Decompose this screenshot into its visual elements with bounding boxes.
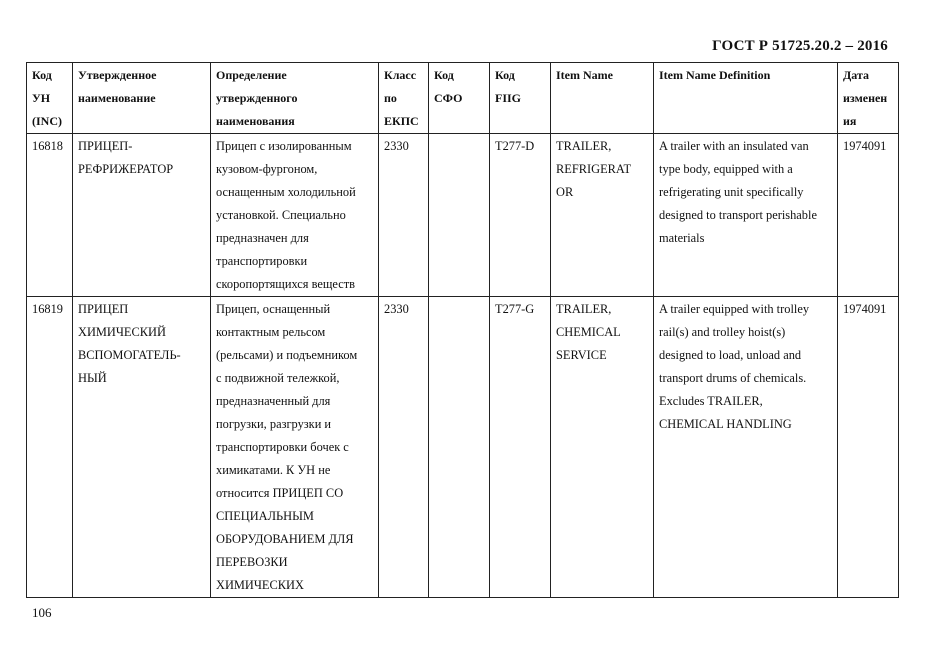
cell-item-name-definition: A trailer with an insulated van type body, equipped with a refrigerating unit specifically designed to transport perishable materials: [654, 134, 838, 297]
cell-item-name: TRAILER, REFRIGERAT OR: [551, 134, 654, 297]
col-header-item-name-definition: Item Name Definition: [654, 63, 838, 134]
col-header-definition: Определение утвержденного наименования: [211, 63, 379, 134]
cell-change-date: 1974091: [838, 134, 899, 297]
cell-item-name-definition: A trailer equipped with trolley rail(s) and trolley hoist(s) designed to load, unload and transport drums of chemicals. Excludes TRAILER, CHEMICAL HANDLING: [654, 297, 838, 598]
cell-approved-name: ПРИЦЕП ХИМИЧЕСКИЙ ВСПОМОГАТЕЛЬ- НЫЙ: [73, 297, 211, 598]
cell-definition: Прицеп, оснащенный контактным рельсом (рельсами) и подъемником с подвижной тележкой, предназначенный для погрузки, разгрузки и транспортировки бочек с химикатами. К УН не относится ПРИЦЕП СО СПЕЦИАЛЬНЫМ ОБОРУДОВАНИЕМ ДЛЯ ПЕРЕВОЗКИ ХИМИЧЕСКИХ: [211, 297, 379, 598]
table-row: [27, 297, 899, 598]
cell-sfo: [429, 297, 490, 598]
col-header-fiig: Код FIIG: [490, 63, 551, 134]
cell-sfo: [429, 134, 490, 297]
cell-approved-name: ПРИЦЕП- РЕФРИЖЕРАТОР: [73, 134, 211, 297]
cell-inc: 16818: [27, 134, 73, 297]
cell-class: 2330: [379, 297, 429, 598]
col-header-inc: Код УН (INC): [27, 63, 73, 134]
col-header-sfo: Код СФО: [429, 63, 490, 134]
col-header-approved-name: Утвержденное наименование: [73, 63, 211, 134]
cell-item-name: TRAILER, CHEMICAL SERVICE: [551, 297, 654, 598]
table-row: [27, 134, 899, 297]
col-header-item-name: Item Name: [551, 63, 654, 134]
col-header-change-date: Дата изменен ия: [838, 63, 899, 134]
col-header-class: Класс по ЕКПС: [379, 63, 429, 134]
cell-inc: 16819: [27, 297, 73, 598]
cell-fiig: T277-G: [490, 297, 551, 598]
page-number: 106: [32, 605, 52, 620]
standard-header: ГОСТ Р 51725.20.2 – 2016: [712, 38, 888, 54]
nomenclature-table: [26, 62, 899, 598]
cell-class: 2330: [379, 134, 429, 297]
cell-definition: Прицеп с изолированным кузовом-фургоном, оснащенным холодильной установкой. Специально предназначен для транспортировки скоропортящихся веществ: [211, 134, 379, 297]
cell-fiig: T277-D: [490, 134, 551, 297]
cell-change-date: 1974091: [838, 297, 899, 598]
header-row: [27, 63, 899, 134]
